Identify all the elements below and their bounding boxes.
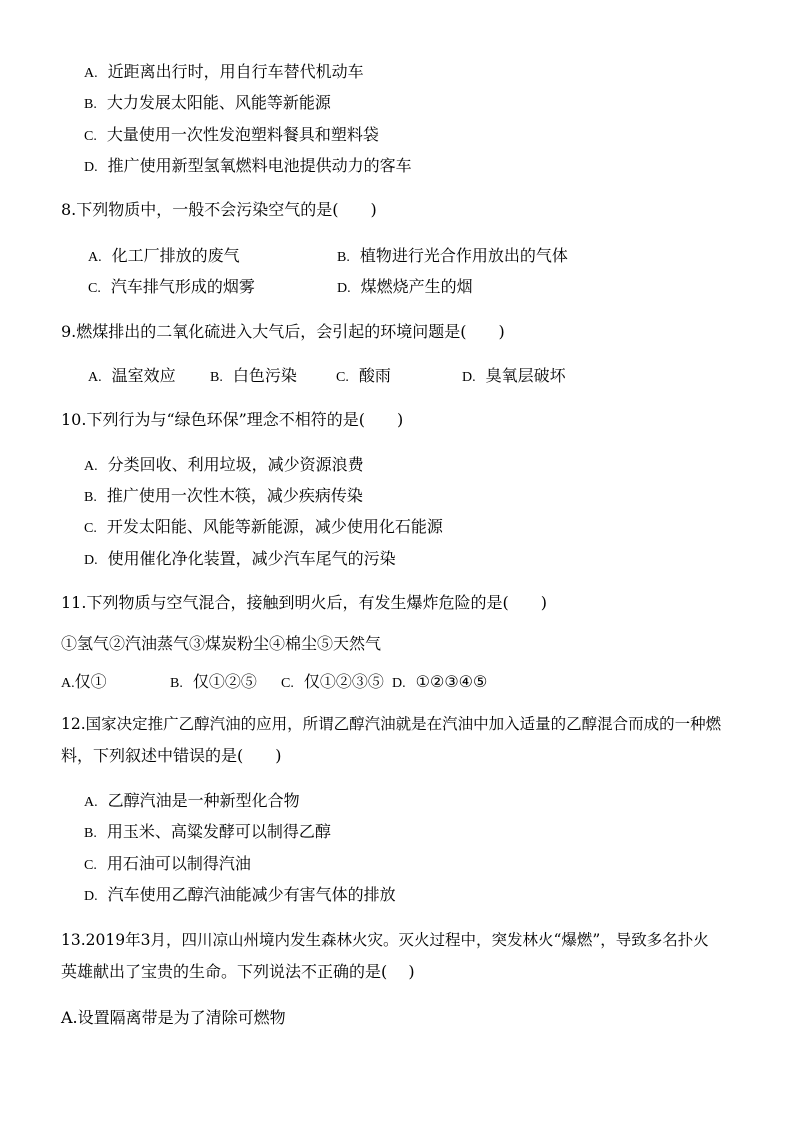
option-letter: C. [84, 521, 97, 536]
option-letter: D. [337, 281, 351, 296]
q9-option-c [336, 366, 391, 388]
q9-option-b [210, 366, 297, 388]
option-text: 酸雨 [358, 366, 391, 385]
q7-option-a [84, 62, 364, 84]
q12-stem-line-2: 料，下列叙述中错误的是( ) [61, 746, 282, 765]
q7-option-d [84, 156, 412, 178]
q13-option-a: A.设置隔离带是为了清除可燃物 [61, 1008, 286, 1027]
option-letter: A. [88, 370, 102, 385]
option-letter: A. [88, 250, 102, 265]
option-text: 开发太阳能、风能等新能源，减少使用化石能源 [106, 517, 443, 536]
option-letter: D. [392, 676, 406, 691]
q9-option-a [88, 366, 176, 388]
q12-option-c [84, 854, 251, 876]
option-text: 化工厂排放的废气 [111, 246, 240, 265]
option-text: 使用催化净化装置，减少汽车尾气的污染 [107, 549, 396, 568]
option-text: 煤燃烧产生的烟 [360, 277, 473, 296]
q10-option-b [84, 486, 363, 508]
q11-stem: 11.下列物质与空气混合，接触到明火后，有发生爆炸危险的是( ) [61, 593, 547, 612]
option-text: 用玉米、高粱发酵可以制得乙醇 [106, 822, 331, 841]
option-text: 汽车使用乙醇汽油能减少有害气体的排放 [107, 885, 396, 904]
option-letter: D. [84, 889, 98, 904]
q13-stem-line-2: 英雄献出了宝贵的生命。下列说法不正确的是( ) [61, 962, 415, 981]
option-letter: A. [84, 66, 98, 81]
q12-option-d [84, 885, 396, 907]
option-letter: A. [84, 795, 98, 810]
option-letter: C. [84, 858, 97, 873]
q11-option-b [170, 672, 257, 694]
option-text: 推广使用新型氢氧燃料电池提供动力的客车 [107, 156, 412, 175]
q13-stem-line-1: 13.2019年3月，四川凉山州境内发生森林火灾。灭火过程中，突发林火“爆燃”，导致多名扑火 [61, 931, 709, 949]
option-letter: C. [336, 370, 349, 385]
option-letter: D. [462, 370, 476, 385]
q8-stem: 8.下列物质中，一般不会污染空气的是( ) [61, 200, 377, 219]
option-text: 用石油可以制得汽油 [106, 854, 251, 873]
q8-option-d [337, 277, 473, 299]
option-text: 臭氧层破坏 [485, 366, 566, 385]
option-text: 近距离出行时，用自行车替代机动车 [107, 62, 364, 81]
option-letter: C. [88, 281, 101, 296]
q10-option-c [84, 517, 443, 539]
q8-option-c [88, 277, 255, 299]
option-letter: C. [281, 676, 294, 691]
q7-option-b [84, 93, 331, 115]
option-text: 推广使用一次性木筷，减少疾病传染 [106, 486, 363, 505]
q8-option-b [337, 246, 568, 268]
q10-option-a [84, 455, 364, 477]
option-text: 大量使用一次性发泡塑料餐具和塑料袋 [106, 125, 379, 144]
q11-option-a [61, 672, 107, 694]
option-text: 温室效应 [111, 366, 176, 385]
q11-items: ①氢气②汽油蒸气③煤炭粉尘④棉尘⑤天然气 [61, 634, 382, 653]
option-letter: B. [170, 676, 183, 691]
q11-option-d [392, 672, 487, 694]
q9-stem: 9.燃煤排出的二氧化硫进入大气后，会引起的环境问题是( ) [61, 322, 505, 341]
option-text: 白色污染 [232, 366, 297, 385]
q7-option-c [84, 125, 379, 147]
q12-stem-line-1: 12.国家决定推广乙醇汽油的应用，所谓乙醇汽油就是在汽油中加入适量的乙醇混合而成的一种燃 [61, 715, 722, 733]
q9-option-d [462, 366, 566, 388]
option-text: 汽车排气形成的烟雾 [110, 277, 255, 296]
option-text: 乙醇汽油是一种新型化合物 [107, 791, 300, 810]
option-letter: B. [210, 370, 223, 385]
option-letter: B. [84, 97, 97, 112]
option-text: 仅①②⑤ [192, 672, 257, 691]
q10-option-d [84, 549, 396, 571]
option-text: 分类回收、利用垃圾，减少资源浪费 [107, 455, 364, 474]
option-letter: C. [84, 129, 97, 144]
q12-option-a [84, 791, 300, 813]
option-text: 仅① [74, 672, 107, 691]
option-letter: D. [84, 160, 98, 175]
option-text: 大力发展太阳能、风能等新能源 [106, 93, 331, 112]
option-letter: A. [61, 676, 75, 691]
option-letter: B. [337, 250, 350, 265]
option-letter: D. [84, 553, 98, 568]
option-letter: B. [84, 490, 97, 505]
option-text: 植物进行光合作用放出的气体 [359, 246, 568, 265]
option-text: 仅①②③⑤ [303, 672, 384, 691]
q10-stem: 10.下列行为与“绿色环保”理念不相符的是( ) [61, 410, 404, 429]
option-letter: A. [84, 459, 98, 474]
q12-option-b [84, 822, 331, 844]
q11-option-c [281, 672, 384, 694]
option-letter: B. [84, 826, 97, 841]
option-text: ①②③④⑤ [415, 672, 488, 691]
q8-option-a [88, 246, 240, 268]
